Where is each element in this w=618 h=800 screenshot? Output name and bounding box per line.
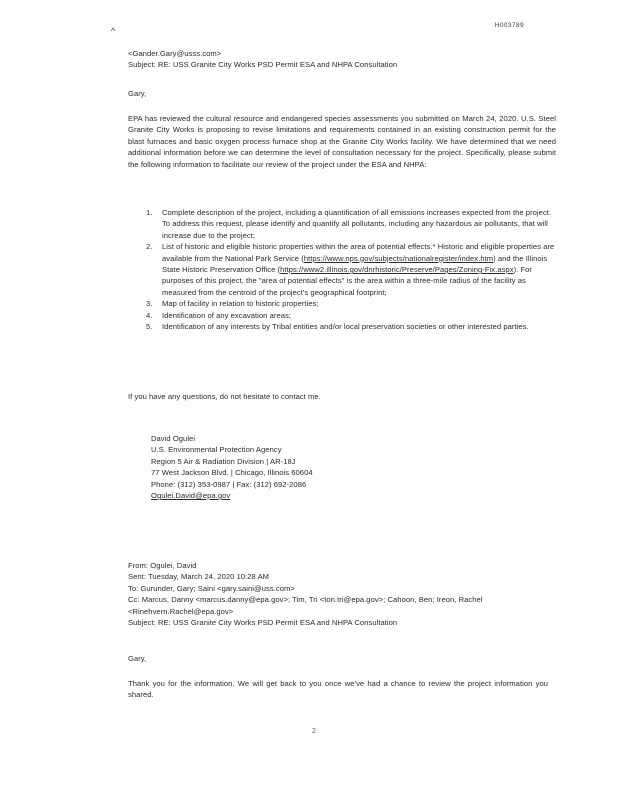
list-item — [146, 207, 558, 241]
prior-email-subject: Subject: RE: USS Granite City Works PSD Permit ESA and NHPA Consultation — [128, 618, 398, 628]
prior-email-greeting: Gary, — [128, 654, 147, 663]
list-item-number: 2. — [146, 242, 153, 252]
list-item-text: Identification of any interests by Tribal entities and/or local preservation societies or other interested parties. — [162, 322, 529, 332]
prior-email-sent: Sent: Tuesday, March 24, 2020 10:28 AM — [128, 572, 270, 582]
signature-name: David Ogulei — [151, 434, 196, 443]
signature-address: 77 West Jackson Blvd. | Chicago, Illinois 60604 — [151, 468, 313, 478]
list-item-text: Map of facility in relation to historic properties; — [162, 299, 319, 309]
prior-email-body: Thank you for the information. We will get back to you once we've had a chance to review the project information you shared. — [128, 679, 548, 700]
closing-line: If you have any questions, do not hesitate to contact me. — [128, 392, 321, 401]
list-item-text-part: ). For purposes of this project, the "area of potential effects" is the area within a three-mile radius of the facility as measured from the centroid of the project's geographical footprint; — [162, 265, 533, 297]
page-number: 2 — [312, 728, 316, 735]
list-item-text-part: ) and the Illinois State Historic Preservation Office ( — [162, 253, 548, 275]
greeting: Gary, — [128, 89, 147, 98]
list-item-number: 4. — [146, 310, 153, 320]
corner-mark: ^ — [111, 26, 116, 36]
prior-email-to: To: Gurunder, Gary; Saini <gary.saini@uss.com> — [128, 583, 295, 593]
list-item-text: Identification of any excavation areas; — [162, 310, 292, 320]
list-item-text-part: List of historic and eligible historic properties within the area of potential effects.* Historic and eligible properties are available from the National Park Service ( — [162, 242, 555, 263]
list-item-text: Complete description of the project, including a quantification of all emissions increases expected from the project. To address this request, please identify and quantify all pollutants, including any hazardous air pollutants, that will increase due to the project; — [162, 208, 552, 240]
nps-link[interactable]: https://www.nps.gov/subjects/nationalregister/index.htm — [303, 253, 494, 263]
signature-division: Region 5 Air & Radiation Division | AR-18J — [151, 456, 296, 466]
signature-phone: Phone: (312) 353-0987 | Fax: (312) 692-2086 — [151, 479, 307, 489]
prior-email-cc: Cc: Marcus, Danny <marcus.danny@epa.gov>; Tim, Tri <ton.tri@epa.gov>; Cahoon, Ben; Ireon, Rachel <Rinehvern.Rachel@epa.gov> — [128, 595, 483, 616]
header-subject-line: Subject: RE: USS Granite City Works PSD Permit ESA and NHPA Consultation — [128, 60, 398, 70]
shpo-link[interactable]: https://www2.illinois.gov/dnrhistoric/Preserve/Pages/Zoning-Fix.aspx — [280, 265, 514, 275]
email-header — [128, 48, 548, 71]
intro-paragraph: EPA has reviewed the cultural resource and endangered species assessments you submitted on March 24, 2020. U.S. Steel Granite City Works is proposing to revise limitations and requirements contained in an existing construction permit for the blast furnaces and basic oxygen process furnace shop at the Granite City Works facility. We have determined that we need additional information before we can determine the level of consultation necessary for the project. Specifically, please submit the following information to facilitate our review of the project under the ESA and NHPA: — [128, 114, 556, 169]
list-item — [146, 298, 558, 309]
request-list — [146, 207, 558, 332]
signature-email-link[interactable]: Ogulei.David@epa.gov — [151, 491, 231, 501]
signature-block — [151, 433, 411, 501]
list-item-number: 1. — [146, 208, 153, 217]
header-recipient-line: <Gander.Gary@usss.com> — [128, 49, 222, 58]
prior-email-from: From: Ogulei, David — [128, 561, 197, 570]
list-item — [146, 321, 558, 332]
list-item — [146, 310, 558, 321]
list-item-number: 5. — [146, 322, 153, 332]
prior-email-header — [128, 560, 560, 628]
list-item-number: 3. — [146, 299, 153, 309]
signature-org: U.S. Environmental Protection Agency — [151, 445, 282, 455]
bates-number: H003789 — [494, 22, 524, 29]
list-item — [146, 241, 558, 298]
list-item-text — [162, 241, 558, 298]
